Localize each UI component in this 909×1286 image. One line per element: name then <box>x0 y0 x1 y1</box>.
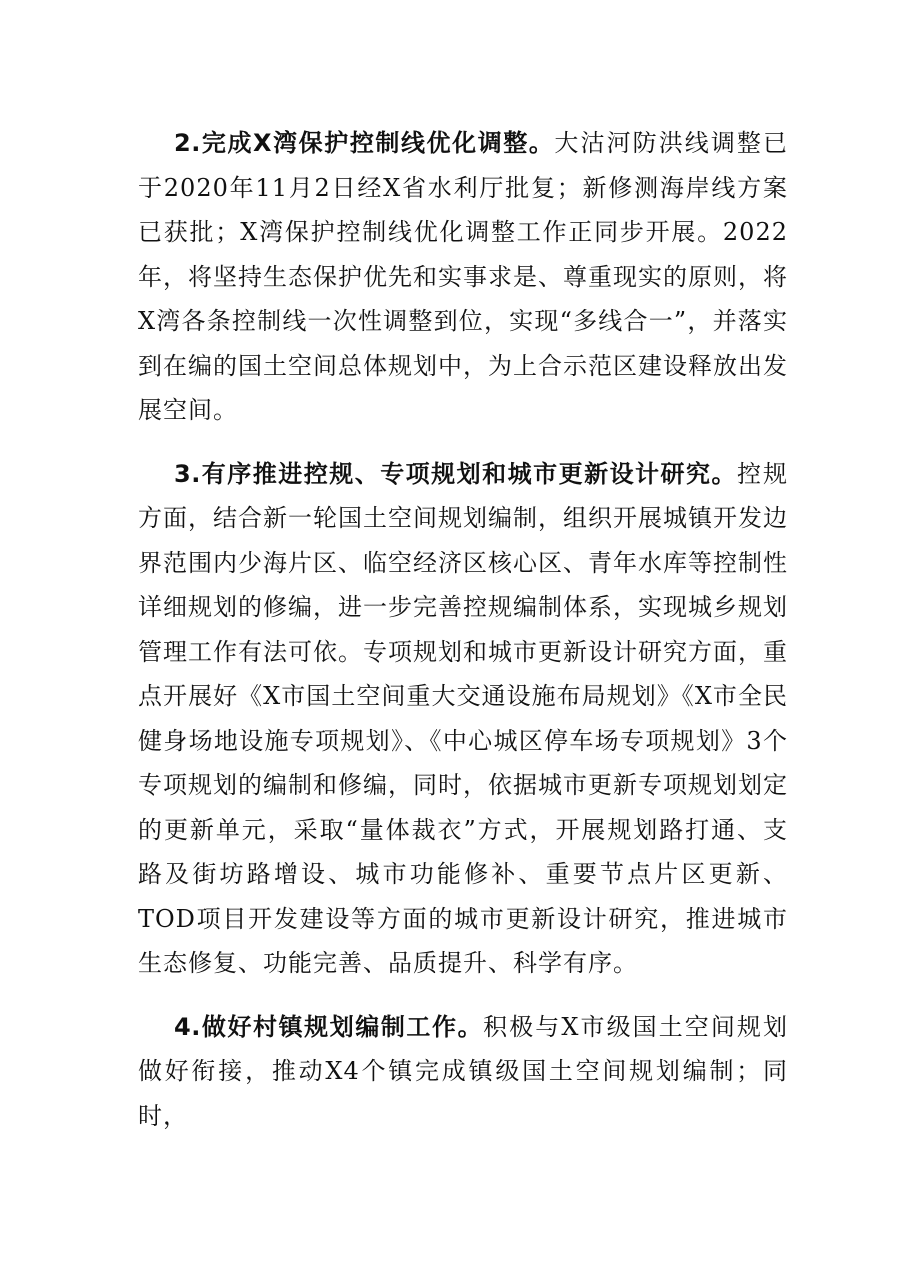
paragraph-heading: 4.做好村镇规划编制工作。 <box>174 1012 484 1041</box>
paragraph-shoreline-adjustment <box>138 121 788 433</box>
paragraph-text: 控规方面，结合新一轮国土空间规划编制，组织开展城镇开发边界范围内少海片区、临空经济区核心区、青年水库等控制性详细规划的修编，进一步完善控规编制体系，实现城乡规划管理工作有法可依。专项规划和城市更新设计研究方面，重点开展好《X市国土空间重大交通设施布局规划》《X市全民健身场地设施专项规划》、《中心城区停车场专项规划》3个专项规划的编制和修编，同时，依据城市更新专项规划划定的更新单元，采取“量体裁衣”方式，开展规划路打通、支路及街坊路增设、城市功能修补、重要节点片区更新、TOD项目开发建设等方面的城市更新设计研究，推进城市生态修复、功能完善、品质提升、科学有序。 <box>138 459 789 977</box>
document-body <box>138 121 788 1157</box>
paragraph-planning-research <box>138 452 788 986</box>
paragraph-text: 积极与X市级国土空间规划做好衔接，推动X4个镇完成镇级国土空间规划编制；同时， <box>138 1012 788 1130</box>
paragraph-text: 大沽河防洪线调整已于2020年11月2日经X省水利厅批复；新修测海岸线方案已获批；X湾保护控制线优化调整工作正同步开展。2022年，将坚持生态保护优先和实事求是、尊重现实的原则，将X湾各条控制线一次性调整到位，实现“多线合一”，并落实到在编的国土空间总体规划中，为上合示范区建设释放出发展空间。 <box>138 129 789 424</box>
paragraph-heading: 2.完成X湾保护控制线优化调整。 <box>174 129 555 157</box>
paragraph-village-planning <box>138 1005 788 1139</box>
paragraph-heading: 3.有序推进控规、专项规划和城市更新设计研究。 <box>174 459 738 488</box>
